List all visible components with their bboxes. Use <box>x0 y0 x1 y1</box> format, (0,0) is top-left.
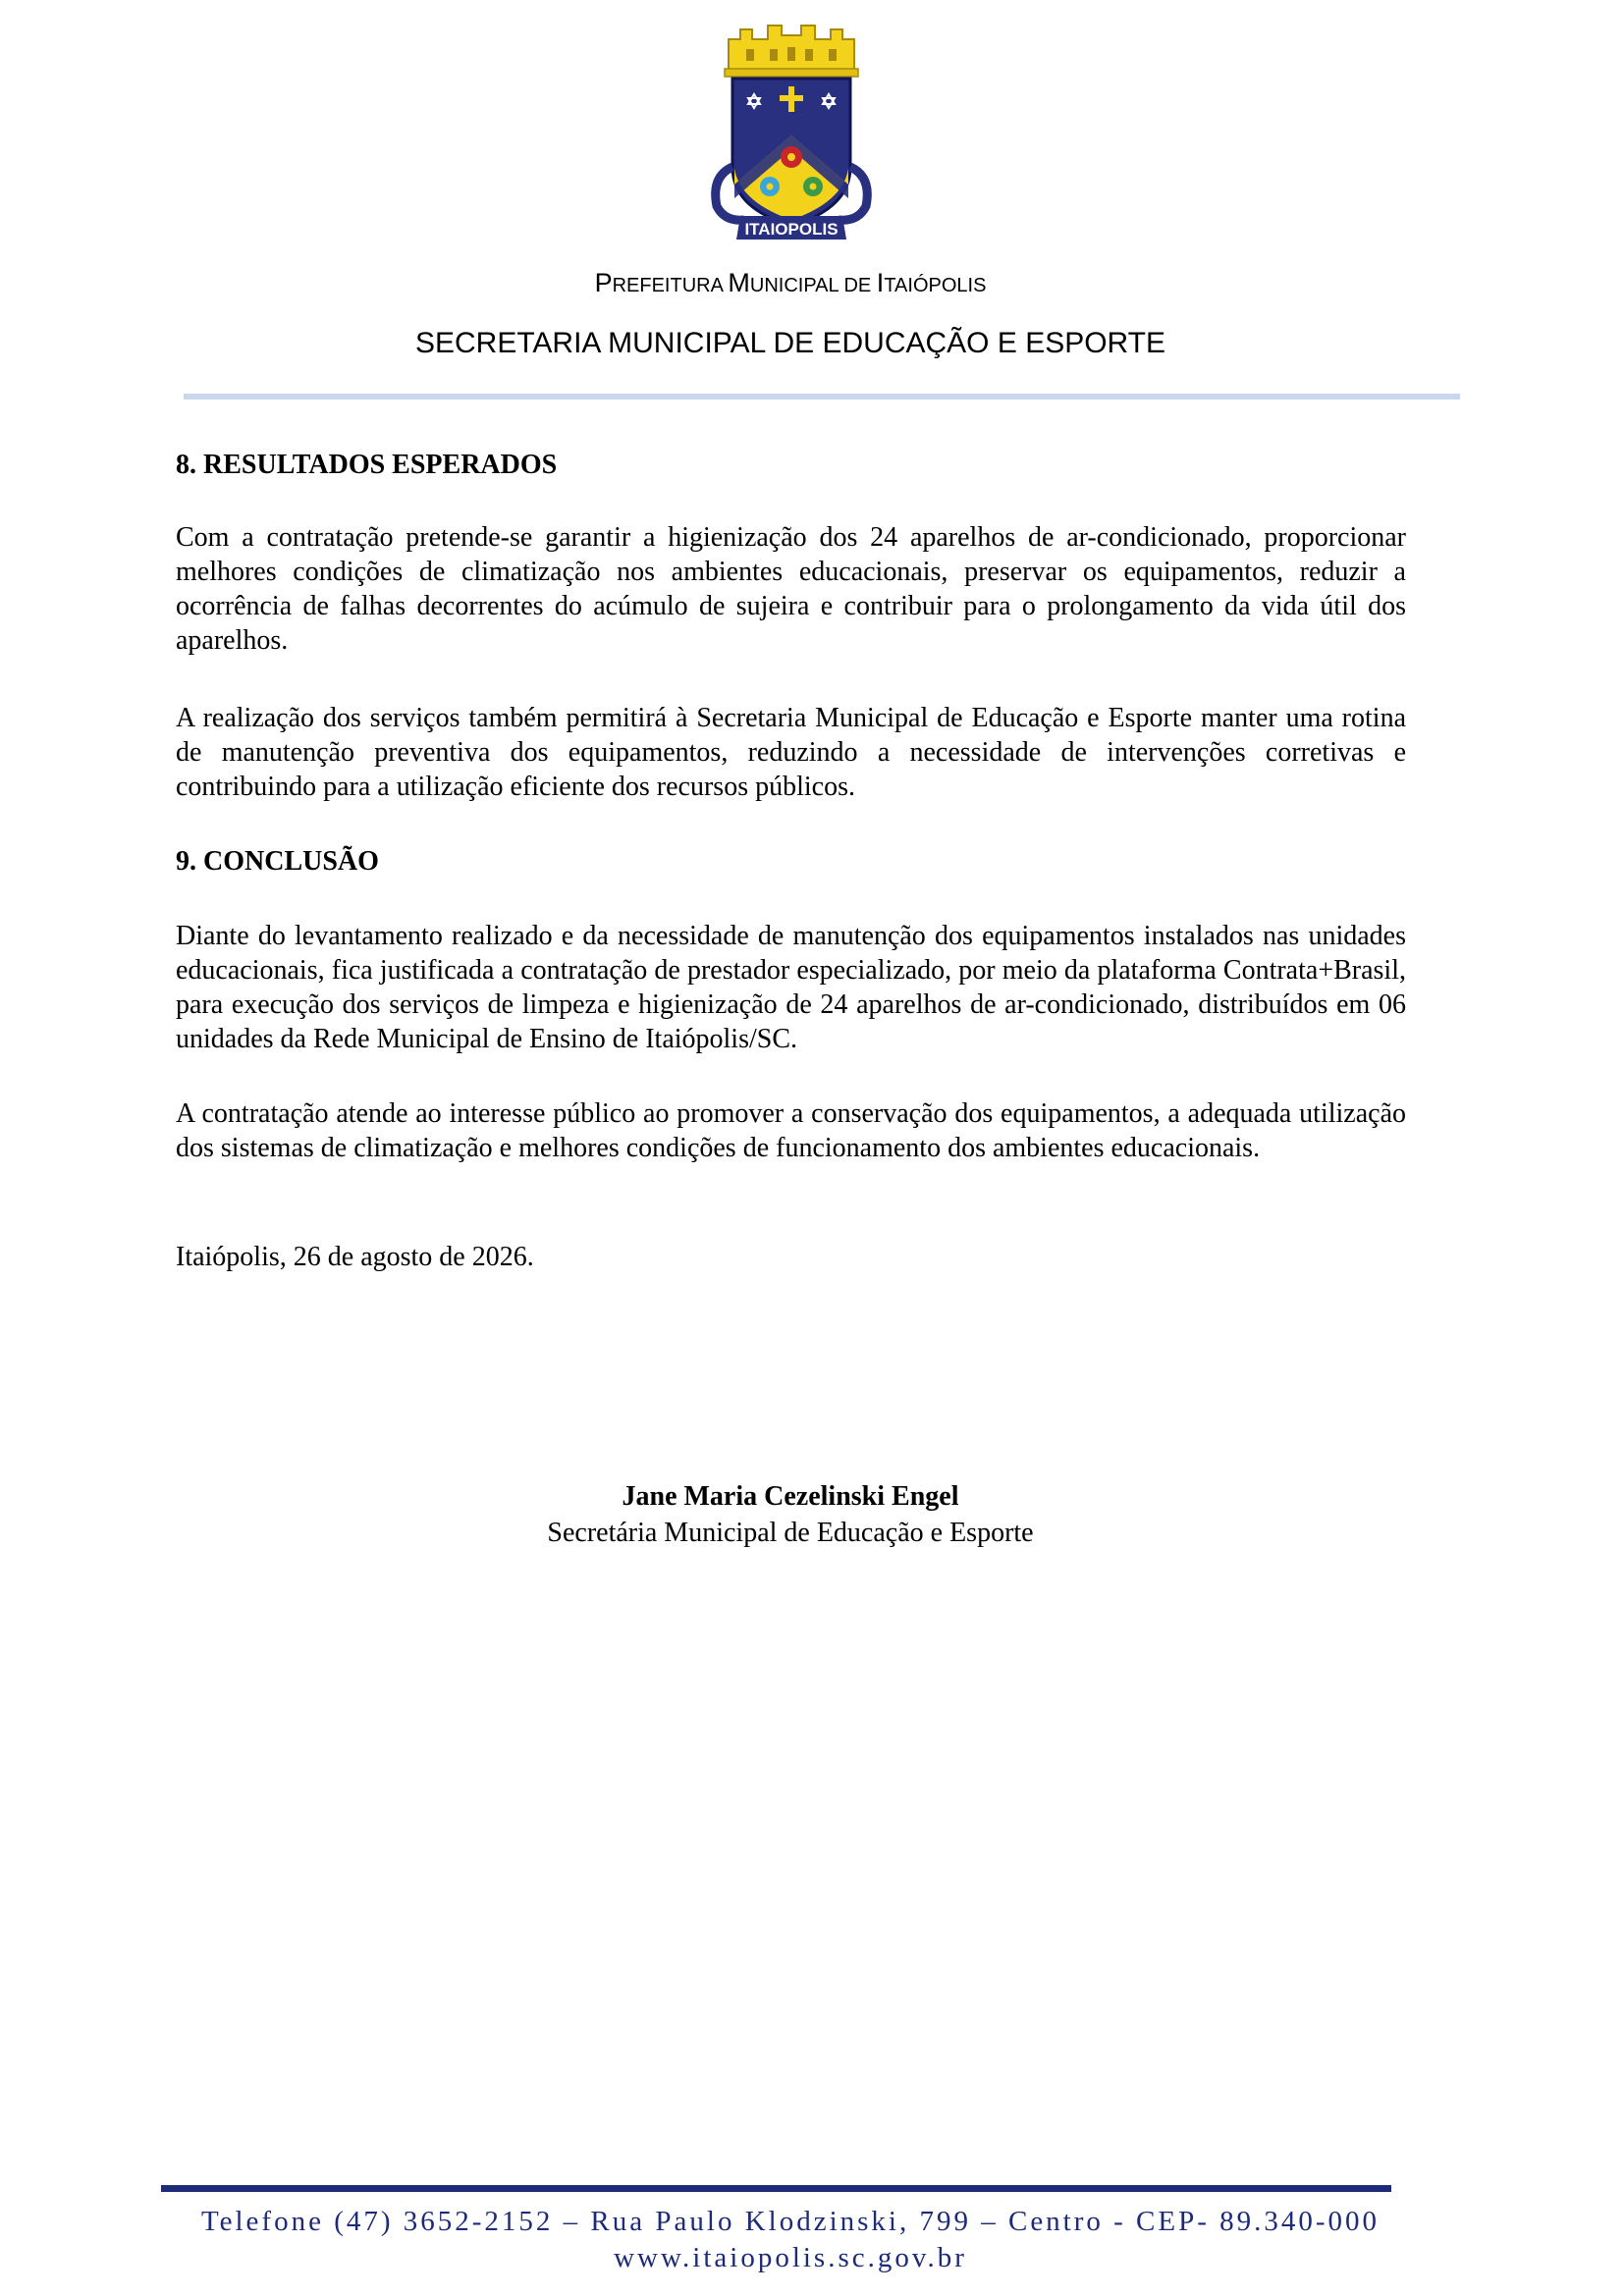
header-title-part: P <box>594 268 613 297</box>
signature-name: Jane Maria Cezelinski Engel <box>622 1481 959 1512</box>
header-divider <box>184 394 1460 400</box>
crest-banner-text: ITAIOPOLIS <box>744 220 839 239</box>
header-prefeitura-title <box>0 268 1581 298</box>
municipal-coat-of-arms-logo <box>695 20 888 245</box>
section-8-heading: 8. RESULTADOS ESPERADOS <box>176 450 558 480</box>
section-8-paragraph-1: Com a contratação pretende-se garantir a higienização dos 24 aparelhos de ar-condicionado, proporcionar melhores condições de climatização nos ambientes educacionais, preservar os equipamentos, reduzir a ocorrência de falhas decorrentes do acúmulo de sujeira e contribuir para o prolongamento da vida útil dos aparelhos. <box>176 522 1406 656</box>
section-9-paragraph-2: A contratação atende ao interesse público ao promover a conservação dos equipamentos, a adequada utilização dos sistemas de climatização e melhores condições de funcionamento dos ambientes educacionais. <box>176 1098 1406 1163</box>
signature-role: Secretária Municipal de Educação e Esporte <box>547 1518 1034 1548</box>
footer-divider <box>161 2185 1391 2192</box>
date-line: Itaiópolis, 26 de agosto de 2026. <box>176 1242 534 1272</box>
header-title-part: REFEITURA <box>612 275 729 296</box>
header-secretaria-title: SECRETARIA MUNICIPAL DE EDUCAÇÃO E ESPORTE <box>414 327 1166 359</box>
section-9-paragraph-1: Diante do levantamento realizado e da necessidade de manutenção dos equipamentos instalados nas unidades educacionais, fica justificada a contratação de prestador especializado, por meio da plataforma Contrata+Brasil, para execução dos serviços de limpeza e higienização de 24 aparelhos de ar-condicionado, distribuídos em 06 unidades da Rede Municipal de Ensino de Itaiópolis/SC. <box>176 921 1406 1054</box>
header-title-part: TAIÓPOLIS <box>884 275 987 296</box>
header-title-part: M <box>728 268 750 297</box>
section-8-paragraph-2: A realização dos serviços também permitirá à Secretaria Municipal de Educação e Esporte manter uma rotina de manutenção preventiva dos equipamentos, reduzindo a necessidade de intervenções corretivas e contribuindo para a utilização eficiente dos recursos públicos. <box>176 703 1406 802</box>
section-9-heading: 9. CONCLUSÃO <box>176 846 379 877</box>
header-title-part: UNICIPAL DE <box>749 275 877 296</box>
footer-contact: Telefone (47) 3652-2152 – Rua Paulo Klodzinski, 799 – Centro - CEP- 89.340-000 <box>200 2206 1380 2237</box>
footer-website[interactable]: www.itaiopolis.sc.gov.br <box>614 2242 967 2273</box>
header-title-part: I <box>876 268 885 297</box>
